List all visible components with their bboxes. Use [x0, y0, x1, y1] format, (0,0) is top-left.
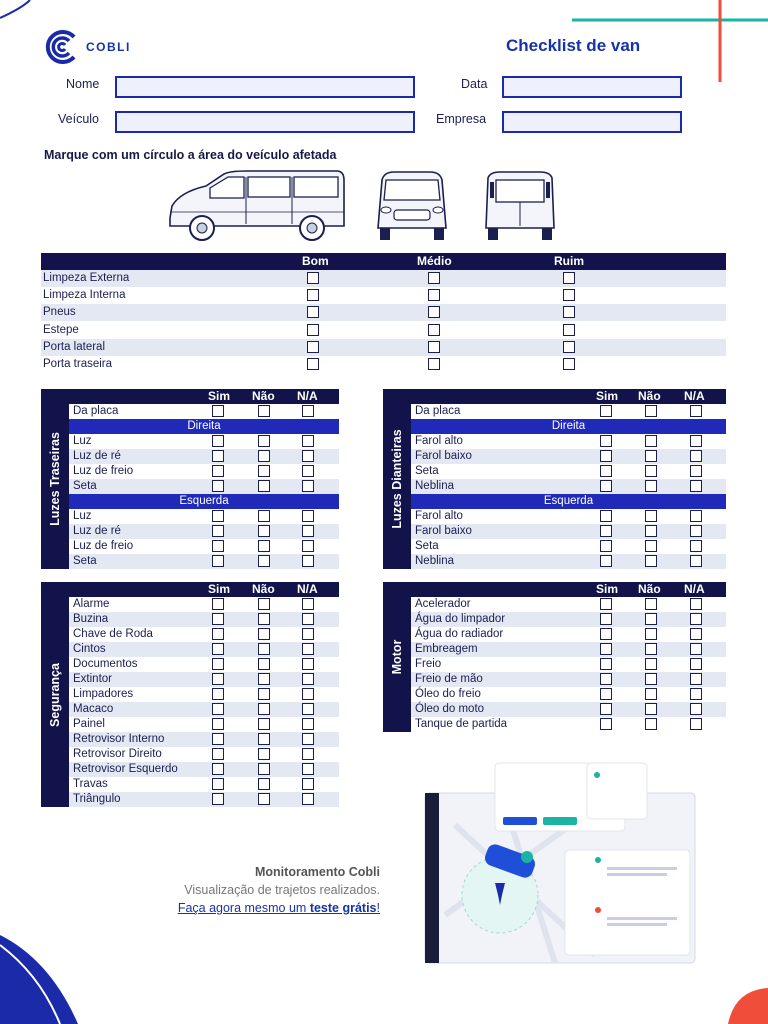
checklist-row: [411, 627, 726, 642]
checkbox-nao[interactable]: [258, 480, 270, 492]
checkbox-na[interactable]: [690, 465, 702, 477]
page-title: Checklist de van: [506, 36, 641, 55]
checkbox-na[interactable]: [690, 405, 702, 417]
checkbox-bom[interactable]: [307, 341, 319, 353]
checklist-item-label: Tanque de partida: [415, 718, 508, 730]
checklist-row: [411, 702, 726, 717]
checklist-item-label: Embreagem: [415, 643, 478, 655]
checklist-item-label: Neblina: [415, 480, 454, 492]
subheader-esquerda: Esquerda: [69, 494, 339, 509]
veiculo-field[interactable]: [115, 111, 415, 133]
checklist-row: [69, 657, 339, 672]
checkbox-nao[interactable]: [645, 673, 657, 685]
checklist-item-label: Seta: [415, 465, 439, 477]
checklist-item-label: Freio de mão: [415, 673, 483, 685]
checklist-row: [411, 642, 726, 657]
empresa-field[interactable]: [502, 111, 682, 133]
general-row: [41, 322, 726, 339]
checkbox-ruim[interactable]: [563, 324, 575, 336]
checkbox-na[interactable]: [302, 778, 314, 790]
checkbox-ruim[interactable]: [563, 341, 575, 353]
checklist-item-label: Retrovisor Esquerdo: [73, 763, 178, 775]
checklist-item-label: Buzina: [73, 613, 109, 625]
checkbox-sim[interactable]: [212, 613, 224, 625]
checklist-item-label: Triângulo: [73, 793, 121, 805]
checkbox-medio[interactable]: [428, 306, 440, 318]
checkbox-sim[interactable]: [212, 718, 224, 730]
promo-link-prefix: Faça agora mesmo um: [177, 901, 310, 915]
checkbox-na[interactable]: [690, 525, 702, 537]
checkbox-bom[interactable]: [307, 289, 319, 301]
brand-name: COBLI: [86, 40, 131, 54]
checkbox-medio[interactable]: [428, 341, 440, 353]
checkbox-nao[interactable]: [258, 525, 270, 537]
checklist-row: [69, 627, 339, 642]
panel-luzes-traseiras: [41, 389, 339, 569]
checkbox-na[interactable]: [302, 703, 314, 715]
checkbox-sim[interactable]: [212, 480, 224, 492]
checkbox-nao[interactable]: [645, 658, 657, 670]
checklist-row: [69, 404, 339, 419]
checkbox-nao[interactable]: [645, 480, 657, 492]
col-na: N/A: [684, 582, 705, 596]
col-na: N/A: [297, 582, 318, 596]
checkbox-nao[interactable]: [258, 643, 270, 655]
checklist-row: [69, 687, 339, 702]
checklist-item-label: Farol alto: [415, 435, 463, 447]
van-side-view-image[interactable]: [166, 168, 348, 246]
col-sim: Sim: [596, 582, 619, 596]
checklist-row: [69, 747, 339, 762]
checklist-row: [411, 672, 726, 687]
checklist-row: [69, 554, 339, 569]
checkbox-nao[interactable]: [258, 435, 270, 447]
checkbox-medio[interactable]: [428, 272, 440, 284]
checkbox-na[interactable]: [690, 673, 702, 685]
col-bom: Bom: [302, 254, 329, 268]
checklist-row: [69, 449, 339, 464]
checkbox-nao[interactable]: [258, 733, 270, 745]
checklist-row: [411, 597, 726, 612]
checkbox-nao[interactable]: [258, 555, 270, 567]
panel-header: [69, 389, 339, 404]
panel-title: Luzes Traseiras: [48, 432, 62, 526]
checkbox-sim[interactable]: [212, 465, 224, 477]
panel-header: [411, 582, 726, 597]
checkbox-na[interactable]: [302, 733, 314, 745]
panel-title: Luzes Dianteiras: [390, 429, 404, 529]
checkbox-nao[interactable]: [258, 658, 270, 670]
checkbox-sim[interactable]: [600, 628, 612, 640]
checkbox-sim[interactable]: [212, 688, 224, 700]
checkbox-sim[interactable]: [212, 435, 224, 447]
checkbox-sim[interactable]: [600, 688, 612, 700]
checkbox-nao[interactable]: [258, 450, 270, 462]
col-medio: Médio: [417, 254, 452, 268]
checkbox-na[interactable]: [302, 763, 314, 775]
checklist-item-label: Luz: [73, 510, 92, 522]
checkbox-sim[interactable]: [212, 658, 224, 670]
checkbox-sim[interactable]: [600, 525, 612, 537]
checkbox-nao[interactable]: [258, 598, 270, 610]
checklist-item-label: Água do limpador: [415, 613, 506, 625]
checklist-item-label: Farol baixo: [415, 450, 472, 462]
checklist-row: [69, 434, 339, 449]
checkbox-nao[interactable]: [258, 628, 270, 640]
checklist-item-label: Seta: [73, 480, 97, 492]
checkbox-bom[interactable]: [307, 306, 319, 318]
checkbox-na[interactable]: [690, 643, 702, 655]
checkbox-sim[interactable]: [212, 405, 224, 417]
checkbox-nao[interactable]: [258, 718, 270, 730]
promo-link[interactable]: [178, 901, 380, 915]
col-na: N/A: [684, 389, 705, 403]
checklist-row: [69, 479, 339, 494]
checkbox-na[interactable]: [302, 510, 314, 522]
checklist-item-label: Retrovisor Interno: [73, 733, 165, 745]
checklist-item-label: Chave de Roda: [73, 628, 153, 640]
checklist-row: [69, 597, 339, 612]
checkbox-na[interactable]: [690, 628, 702, 640]
general-row: [41, 270, 726, 287]
checklist-row: [69, 702, 339, 717]
checkbox-bom[interactable]: [307, 358, 319, 370]
checkbox-nao[interactable]: [645, 703, 657, 715]
checkbox-sim[interactable]: [600, 643, 612, 655]
checkbox-nao[interactable]: [645, 465, 657, 477]
checkbox-medio[interactable]: [428, 289, 440, 301]
checkbox-na[interactable]: [690, 598, 702, 610]
app-mockup-image: [415, 755, 705, 970]
checklist-row: [411, 539, 726, 554]
checkbox-sim[interactable]: [600, 613, 612, 625]
col-nao: Não: [638, 389, 661, 403]
checkbox-sim[interactable]: [212, 763, 224, 775]
general-row-label: Pneus: [43, 306, 76, 319]
checklist-item-label: Neblina: [415, 555, 454, 567]
checklist-item-label: Painel: [73, 718, 105, 730]
checkbox-na[interactable]: [302, 598, 314, 610]
checkbox-nao[interactable]: [645, 450, 657, 462]
checkbox-nao[interactable]: [258, 465, 270, 477]
checkbox-na[interactable]: [302, 405, 314, 417]
checklist-row: [411, 509, 726, 524]
checkbox-nao[interactable]: [258, 510, 270, 522]
checklist-row: [69, 509, 339, 524]
checkbox-nao[interactable]: [258, 703, 270, 715]
checkbox-na[interactable]: [302, 628, 314, 640]
checklist-item-label: Da placa: [73, 405, 119, 417]
promo-link-suffix: !: [376, 901, 380, 915]
checklist-row: [411, 434, 726, 449]
checklist-item-label: Alarme: [73, 598, 110, 610]
checkbox-sim[interactable]: [600, 510, 612, 522]
subheader-direita: Direita: [69, 419, 339, 434]
checkbox-nao[interactable]: [258, 613, 270, 625]
general-row: [41, 304, 726, 321]
checkbox-sim[interactable]: [212, 703, 224, 715]
checklist-row: [69, 524, 339, 539]
checkbox-sim[interactable]: [600, 598, 612, 610]
checkbox-nao[interactable]: [258, 748, 270, 760]
panel-title: Segurança: [48, 662, 62, 727]
checkbox-sim[interactable]: [212, 733, 224, 745]
checkbox-nao[interactable]: [258, 688, 270, 700]
checkbox-na[interactable]: [302, 718, 314, 730]
checklist-item-label: Água do radiador: [415, 628, 504, 640]
general-row: [41, 356, 726, 373]
panel-motor: [383, 582, 726, 732]
label-empresa: Empresa: [436, 112, 487, 126]
checkbox-sim[interactable]: [212, 793, 224, 805]
checkbox-na[interactable]: [690, 435, 702, 447]
col-sim: Sim: [208, 389, 231, 403]
checklist-item-label: Luz de ré: [73, 450, 121, 462]
checkbox-na[interactable]: [302, 450, 314, 462]
col-ruim: Ruim: [554, 254, 584, 268]
general-row-label: Limpeza Interna: [43, 289, 126, 302]
checkbox-nao[interactable]: [258, 673, 270, 685]
promo-subtitle: Visualização de trajetos realizados.: [184, 883, 380, 897]
checkbox-na[interactable]: [302, 555, 314, 567]
checkbox-na[interactable]: [690, 555, 702, 567]
col-sim: Sim: [208, 582, 231, 596]
checklist-item-label: Travas: [73, 778, 108, 790]
panel-header: [411, 389, 726, 404]
checkbox-na[interactable]: [302, 688, 314, 700]
checkbox-nao[interactable]: [258, 793, 270, 805]
panel-header: [69, 582, 339, 597]
checklist-item-label: Farol baixo: [415, 525, 472, 537]
checkbox-nao[interactable]: [645, 628, 657, 640]
general-row-label: Estepe: [43, 323, 79, 336]
label-veiculo: Veículo: [58, 112, 100, 126]
label-data: Data: [461, 77, 488, 91]
checkbox-nao[interactable]: [645, 540, 657, 552]
checklist-row: [411, 657, 726, 672]
checklist-row: [411, 687, 726, 702]
checkbox-nao[interactable]: [645, 555, 657, 567]
checkbox-sim[interactable]: [600, 450, 612, 462]
cobli-logo-icon: [44, 29, 80, 65]
checkbox-na[interactable]: [690, 540, 702, 552]
checkbox-na[interactable]: [690, 480, 702, 492]
checklist-item-label: Freio: [415, 658, 442, 670]
checkbox-nao[interactable]: [645, 643, 657, 655]
checkbox-sim[interactable]: [600, 540, 612, 552]
checkbox-na[interactable]: [302, 613, 314, 625]
checkbox-ruim[interactable]: [563, 358, 575, 370]
checklist-item-label: Acelerador: [415, 598, 471, 610]
checklist-row: [411, 717, 726, 732]
checklist-row: [69, 539, 339, 554]
checkbox-ruim[interactable]: [563, 306, 575, 318]
data-field[interactable]: [502, 76, 682, 98]
panel-side-label: [41, 582, 69, 807]
checkbox-nao[interactable]: [645, 525, 657, 537]
checklist-item-label: Cintos: [73, 643, 106, 655]
checkbox-nao[interactable]: [258, 405, 270, 417]
checkbox-sim[interactable]: [212, 748, 224, 760]
checklist-row: [69, 612, 339, 627]
checkbox-ruim[interactable]: [563, 289, 575, 301]
checkbox-medio[interactable]: [428, 324, 440, 336]
checklist-item-label: Limpadores: [73, 688, 134, 700]
checkbox-na[interactable]: [302, 435, 314, 447]
checkbox-na[interactable]: [690, 613, 702, 625]
checkbox-sim[interactable]: [600, 703, 612, 715]
checkbox-na[interactable]: [690, 718, 702, 730]
checklist-row: [411, 449, 726, 464]
checkbox-sim[interactable]: [600, 718, 612, 730]
checklist-row: [411, 524, 726, 539]
checkbox-sim[interactable]: [212, 555, 224, 567]
checklist-item-label: Seta: [415, 540, 439, 552]
checkbox-sim[interactable]: [212, 628, 224, 640]
checkbox-nao[interactable]: [645, 688, 657, 700]
checklist-row: [69, 732, 339, 747]
checkbox-sim[interactable]: [212, 525, 224, 537]
checklist-item-label: Óleo do freio: [415, 688, 481, 700]
general-row: [41, 339, 726, 356]
general-row-label: Porta lateral: [43, 340, 106, 353]
checklist-row: [69, 762, 339, 777]
promo-link-bold: teste grátis: [309, 901, 377, 915]
checklist-item-label: Luz: [73, 435, 92, 447]
checkbox-sim[interactable]: [212, 510, 224, 522]
panel-title: Motor: [390, 639, 404, 675]
checkbox-sim[interactable]: [600, 435, 612, 447]
checklist-row: [69, 717, 339, 732]
checklist-item-label: Da placa: [415, 405, 461, 417]
van-rear-view-image[interactable]: [480, 170, 560, 244]
col-nao: Não: [638, 582, 661, 596]
checklist-item-label: Macaco: [73, 703, 114, 715]
checkbox-nao[interactable]: [258, 540, 270, 552]
instruction-text: Marque com um círculo a área do veículo afetada: [44, 148, 337, 162]
checkbox-na[interactable]: [302, 465, 314, 477]
checklist-row: [69, 672, 339, 687]
checklist-item-label: Óleo do moto: [415, 703, 485, 715]
checkbox-sim[interactable]: [600, 673, 612, 685]
checkbox-nao[interactable]: [258, 763, 270, 775]
checkbox-na[interactable]: [302, 643, 314, 655]
checklist-item-label: Farol alto: [415, 510, 463, 522]
checklist-item-label: Retrovisor Direito: [73, 748, 162, 760]
checkbox-na[interactable]: [690, 688, 702, 700]
checkbox-nao[interactable]: [645, 718, 657, 730]
checklist-row: [411, 464, 726, 479]
general-row-label: Porta traseira: [43, 358, 113, 370]
checkbox-na[interactable]: [302, 673, 314, 685]
subheader-esquerda: Esquerda: [411, 494, 726, 509]
col-sim: Sim: [596, 389, 619, 403]
checklist-row: [411, 404, 726, 419]
checklist-row: [69, 792, 339, 807]
panel-seguranca: [41, 582, 339, 807]
checklist-row: [411, 479, 726, 494]
checkbox-sim[interactable]: [600, 480, 612, 492]
checkbox-nao[interactable]: [645, 435, 657, 447]
checkbox-sim[interactable]: [212, 673, 224, 685]
general-row: [41, 287, 726, 304]
checkbox-nao[interactable]: [645, 405, 657, 417]
checklist-item-label: Seta: [73, 555, 97, 567]
checkbox-na[interactable]: [302, 748, 314, 760]
panel-luzes-dianteiras: [383, 389, 726, 569]
col-nao: Não: [252, 389, 275, 403]
checklist-item-label: Luz de freio: [73, 540, 134, 552]
checklist-item-label: Luz de ré: [73, 525, 121, 537]
checkbox-sim[interactable]: [212, 598, 224, 610]
checkbox-ruim[interactable]: [563, 272, 575, 284]
checkbox-bom[interactable]: [307, 324, 319, 336]
checkbox-sim[interactable]: [600, 555, 612, 567]
label-nome: Nome: [66, 77, 100, 91]
panel-side-label: [41, 389, 69, 569]
checkbox-sim[interactable]: [600, 405, 612, 417]
checkbox-nao[interactable]: [258, 778, 270, 790]
checkbox-bom[interactable]: [307, 272, 319, 284]
checklist-item-label: Extintor: [73, 673, 112, 685]
checkbox-na[interactable]: [302, 540, 314, 552]
van-front-view-image[interactable]: [374, 170, 450, 244]
checklist-item-label: Luz de freio: [73, 465, 134, 477]
promo-title: Monitoramento Cobli: [255, 865, 380, 879]
checklist-row: [69, 777, 339, 792]
checkbox-nao[interactable]: [645, 510, 657, 522]
checklist-item-label: Documentos: [73, 658, 138, 670]
checklist-row: [69, 642, 339, 657]
col-nao: Não: [252, 582, 275, 596]
subheader-direita: Direita: [411, 419, 726, 434]
nome-field[interactable]: [115, 76, 415, 98]
checkbox-na[interactable]: [302, 793, 314, 805]
checklist-row: [69, 464, 339, 479]
checkbox-sim[interactable]: [212, 778, 224, 790]
checklist-row: [411, 554, 726, 569]
checkbox-sim[interactable]: [600, 658, 612, 670]
checkbox-nao[interactable]: [645, 598, 657, 610]
checkbox-na[interactable]: [690, 510, 702, 522]
checkbox-medio[interactable]: [428, 358, 440, 370]
checkbox-sim[interactable]: [212, 450, 224, 462]
checkbox-na[interactable]: [690, 703, 702, 715]
general-row-label: Limpeza Externa: [43, 272, 130, 284]
checkbox-sim[interactable]: [600, 465, 612, 477]
checkbox-na[interactable]: [302, 525, 314, 537]
panel-side-label: [383, 582, 411, 732]
checkbox-na[interactable]: [690, 450, 702, 462]
checkbox-sim[interactable]: [212, 643, 224, 655]
checkbox-na[interactable]: [302, 480, 314, 492]
col-na: N/A: [297, 389, 318, 403]
general-table-header: [41, 253, 726, 270]
checkbox-na[interactable]: [690, 658, 702, 670]
panel-side-label: [383, 389, 411, 569]
checkbox-na[interactable]: [302, 658, 314, 670]
checkbox-sim[interactable]: [212, 540, 224, 552]
checklist-row: [411, 612, 726, 627]
checkbox-nao[interactable]: [645, 613, 657, 625]
